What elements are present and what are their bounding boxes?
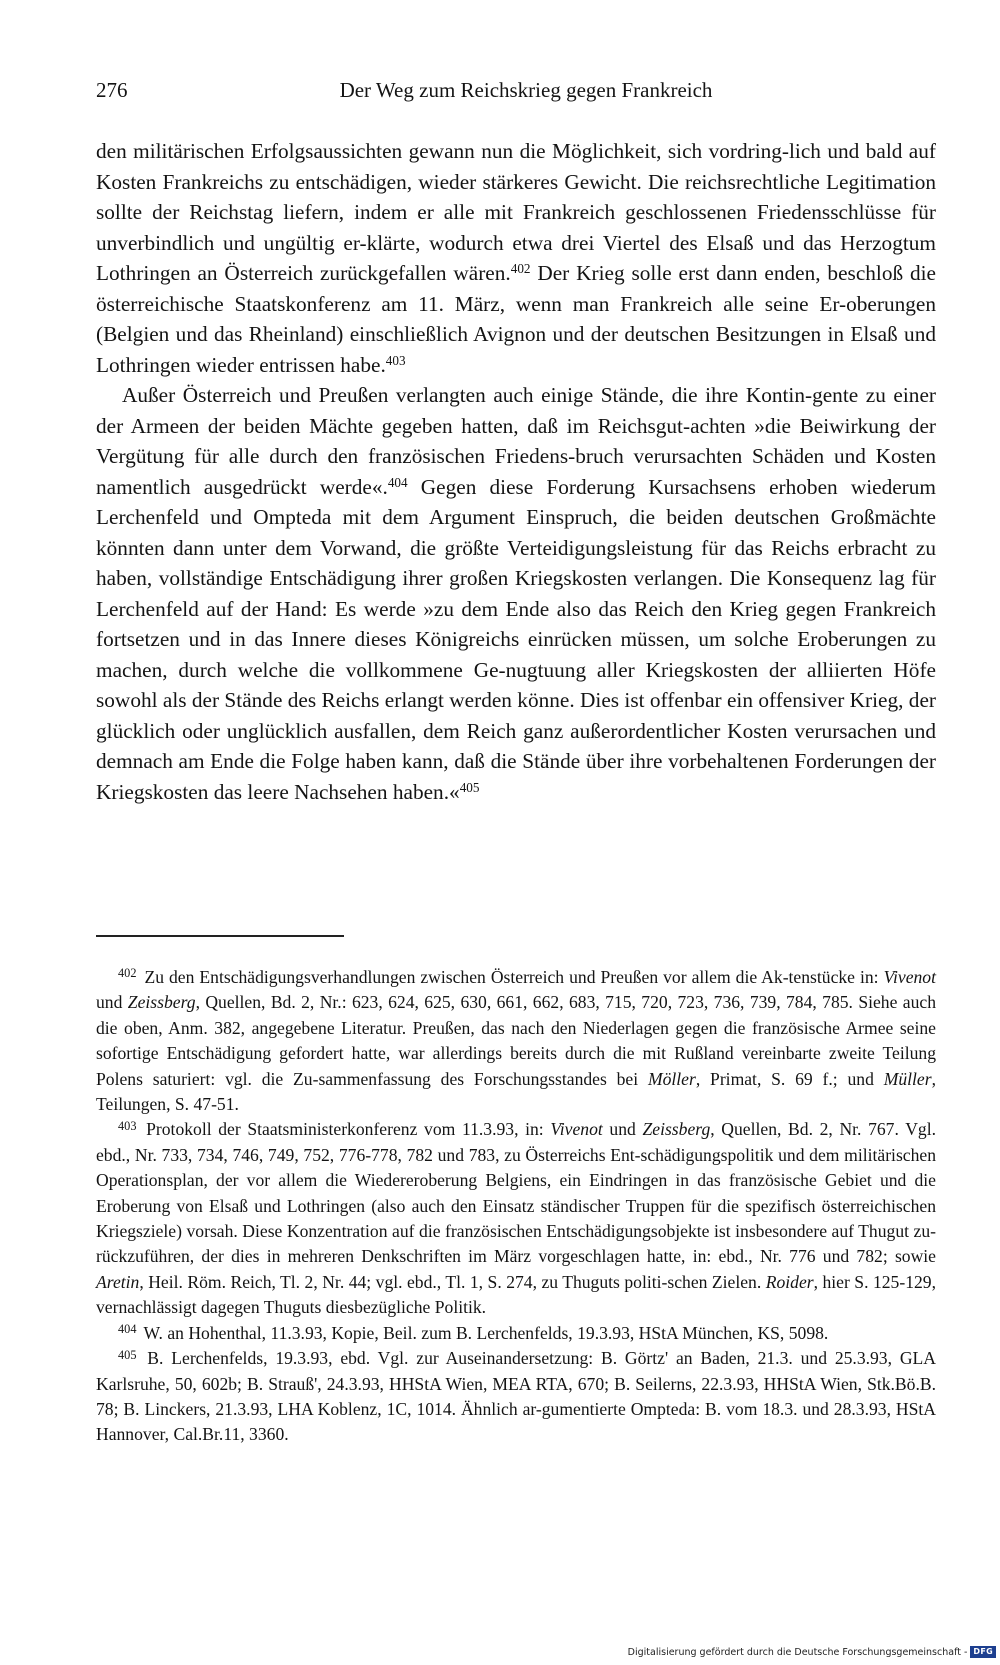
footnote-ref: 405 xyxy=(459,779,480,795)
footnotes xyxy=(96,965,936,1448)
footnote-ref: 403 xyxy=(385,352,406,368)
footnote-403: $^{403}$ Protokoll der Staatsministerkonferenz vom 11.3.93, in: Vivenot und Zeissberg, Quellen, Bd. 2, Nr. 767. Vgl. ebd., Nr. 733, 734, 746, 749, 752, 776-778, 782 und 783, zu Österreichs Ent-schädigungspolitik und dem militärischen Operationsplan, der vor allem die Wiedereroberung Belgiens, ein Eindringen in das französische Gebiet und die Eroberung von Elsaß und Lothringen (also auch den Einsatz ständischer Truppen für die spezifisch österreichischen Kriegsziele) vorsah. Diese Konzentration auf die französischen Entschädigungsobjekte ist insbesondere auf Thugut zu-rückzuführen, der dies in mehreren Denkschriften im März vorgeschlagen hatte, in: ebd., Nr. 776 und 782; sowie Aretin, Heil. Röm. Reich, Tl. 2, Nr. 44; vgl. ebd., Tl. 1, S. 274, zu Thuguts politi-schen Zielen. Roider, hier S. 125-129, vernachlässigt dagegen Thuguts diesbezügliche Politik. xyxy=(96,1118,937,1318)
footnote-separator xyxy=(96,935,344,937)
footnote-number: 404 xyxy=(118,1322,137,1337)
footnote-ref: 402 xyxy=(510,260,531,276)
running-title: Der Weg zum Reichskrieg gegen Frankreich xyxy=(339,78,713,102)
credit-text: Digitalisierung gefördert durch die Deutsche Forschungsgemeinschaft - xyxy=(627,1646,968,1658)
footnote-number: 405 xyxy=(118,1347,137,1362)
footnote-number: 402 xyxy=(118,966,137,981)
footnote-405: $^{405}$ B. Lerchenfelds, 19.3.93, ebd. Vgl. zur Auseinandersetzung: B. Görtz' an Baden, 21.3. und 25.3.93, GLA Karlsruhe, 50, 602b; B. Strauß', 24.3.93, HHStA Wien, MEA RTA, 670; B. Seilerns, 22.3.93, HHStA Wien, Stk.Bö.B. 78; B. Linckers, 21.3.93, LHA Koblenz, 1C, 1014. Ähnlich ar-gumentierte Ompteda: B. vom 18.3. und 28.3.93, HStA Hannover, Cal.Br.11, 3360. xyxy=(96,1347,936,1445)
digitization-credit xyxy=(628,1645,996,1659)
footnote-number: 403 xyxy=(118,1118,137,1133)
main-text xyxy=(96,136,936,807)
paragraph: den militärischen Erfolgsaussichten gewann nun die Möglichkeit, sich vordring-lich und bald auf Kosten Frankreichs zu entschädigen, wieder stärkeres Gewicht. Die reichsrechtliche Legitimation sollte der Reichstag liefern, indem er alle mit Frankreich geschlossenen Friedensschlüsse für unverbindlich und ungültig er-klärte, wodurch etwa drei Viertel des Elsaß und das Herzogtum Lothringen an Österreich zurückgefallen wären.$^{402}$ Der Krieg solle erst dann enden, beschloß die österreichische Staatskonferenz am 11. März, wenn man Frankreich alle seine Er-oberungen (Belgien und das Rheinland) einschließlich Avignon und der deutschen Besitzungen in Elsaß und Lothringen wieder entrissen habe.$^{403}$ xyxy=(96,139,937,377)
dfg-logo-icon: DFG xyxy=(970,1646,996,1658)
page-header xyxy=(96,78,936,110)
paragraph: Außer Österreich und Preußen verlangten auch einige Stände, die ihre Kontin-gente zu einer der Armeen der beiden Mächte gegeben hatten, daß im Reichsgut-achten »die Beiwirkung der Vergütung für alle durch den französischen Friedens-bruch verursachten Schäden und Kosten namentlich ausgedrückt werde«.$^{404}$ Gegen diese Forderung Kursachsens erhoben wiederum Lerchenfeld und Ompteda mit dem Argument Einspruch, die beiden deutschen Großmächte könnten dann unter dem Vorwand, die größte Verteidigungsleistung für das Reichs erbracht zu haben, vollständige Entschädigung ihrer großen Kriegskosten verlangen. Die Konsequenz lag für Lerchenfeld auf der Hand: Es werde »zu dem Ende also das Reich den Krieg gegen Frankreich fortsetzen und in das Innere dieses Königreichs einrücken müssen, um solche Eroberungen zu machen, durch welche die vollkommene Ge-nugtuung aller Kriegskosten der alliierten Höfe sowohl als der Stände des Reichs erlangt werden könne. Dies ist offenbar ein offensiver Krieg, der glücklich oder unglücklich ausfallen, dem Reich ganz außerordentlicher Kosten verursachen und demnach am Ende die Folge haben kann, daß die Stände über ihre vorbehaltenen Forderungen der Kriegskosten das leere Nachsehen haben.«$^{405}$ xyxy=(96,383,936,804)
footnote-ref: 404 xyxy=(387,474,408,490)
footnote-402: $^{402}$ Zu den Entschädigungsverhandlungen zwischen Österreich und Preußen vor allem die Ak-tenstücke in: Vivenot und Zeissberg, Quellen, Bd. 2, Nr.: 623, 624, 625, 630, 661, 662, 683, 715, 720, 723, 736, 739, 784, 785. Siehe auch die oben, Anm. 382, angegebene Literatur. Preußen, das nach den Niederlagen gegen die französische Armee seine sofortige Entschädigung gefordert hatte, war allerdings bereits durch die mit Rußland vereinbarte zweite Teilung Polens saturiert: vgl. die Zu-sammenfassung des Forschungsstandes bei Möller, Primat, S. 69 f.; und Müller, Teilungen, S. 47-51. xyxy=(96,966,937,1115)
page-number: 276 xyxy=(96,78,128,102)
footnote-404: $^{404}$ W. an Hohenthal, 11.3.93, Kopie, Beil. zum B. Lerchenfelds, 19.3.93, HStA München, KS, 5098. xyxy=(118,1322,829,1343)
